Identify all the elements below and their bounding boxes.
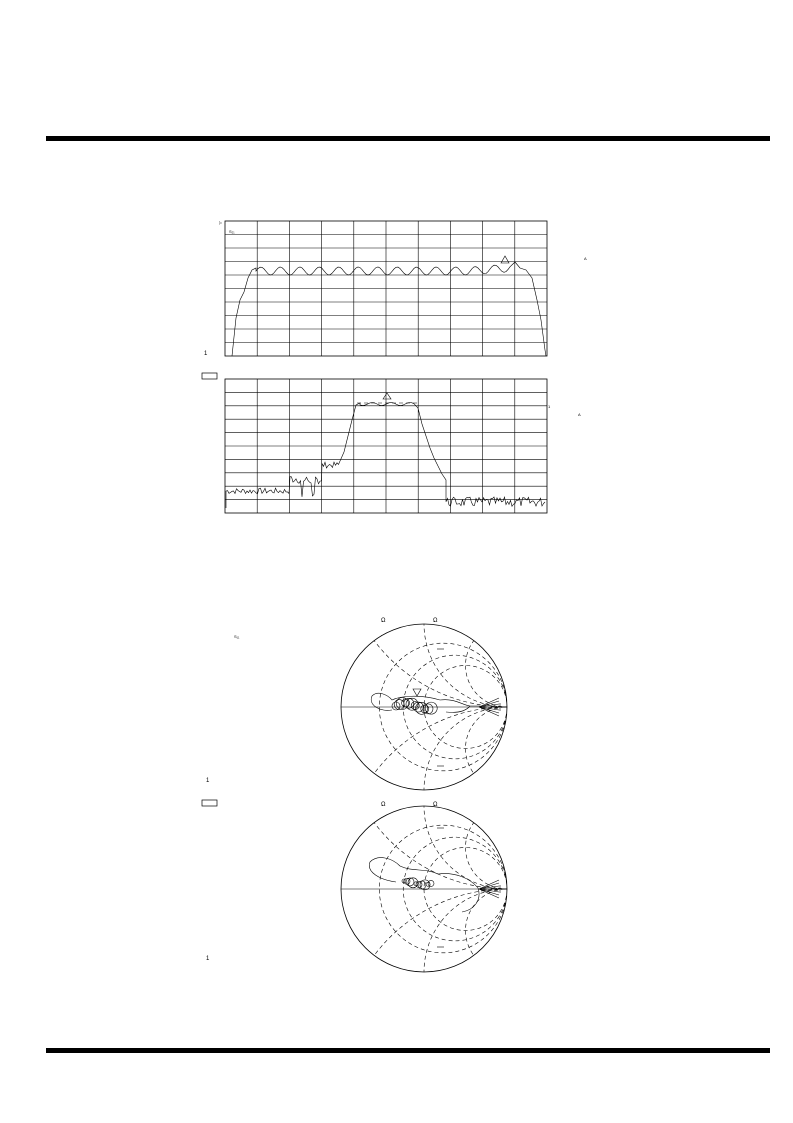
smith-reactance-arc (424, 541, 590, 707)
smith2-loops (402, 878, 434, 890)
chart-wideband (225, 379, 581, 513)
chart-wideband-right-mark: 1 (548, 404, 551, 409)
smith2-grid (341, 557, 673, 1123)
smith-reactance-arc (466, 624, 549, 707)
smith2-left-mark: 1 (206, 956, 210, 962)
smith-reactance-arc (341, 375, 673, 707)
chart-passband-label: S₂₁ (229, 229, 235, 234)
marker-triangle (501, 256, 509, 263)
smith-reactance-arc (341, 557, 673, 889)
chart-wideband-trace (226, 403, 545, 509)
smith1-marker (413, 689, 421, 696)
smith1-left-mark: 1 (206, 778, 210, 784)
smith1-loop (392, 702, 400, 710)
smith2-top-b: Ω (433, 802, 438, 808)
smith1-loops (392, 697, 437, 714)
smith1-top-a: Ω (381, 618, 386, 624)
smith-reactance-arc (424, 723, 590, 889)
smith-chart-2 (206, 557, 673, 1123)
smith1-loop (425, 702, 437, 714)
smith-reactance-arc (466, 889, 549, 972)
smith-reactance-arc (341, 707, 673, 1039)
smith-reactance-arc (466, 707, 549, 790)
smith-reactance-arc (424, 889, 590, 1055)
smith1-label: S₁₁ (234, 634, 240, 639)
smith2-top-a: Ω (381, 802, 386, 808)
chart-passband-trace (232, 262, 546, 356)
chart-passband (204, 220, 587, 357)
chart-wideband-note: A (578, 412, 581, 417)
smith1-top-b: Ω (433, 618, 438, 624)
chart-passband-note: A (584, 256, 587, 261)
smith-reactance-arc (466, 806, 549, 889)
chart-passband-ref-marker: ▷ (219, 220, 223, 225)
smith2-loop (428, 880, 434, 886)
smith-reactance-arc (424, 707, 590, 873)
chart-passband-grid (225, 221, 547, 356)
channel-box-1 (202, 373, 217, 379)
smith-reactance-arc (341, 889, 673, 1123)
smith1-loop (423, 704, 433, 714)
chart-passband-left-mark: 1 (204, 351, 208, 357)
marker-triangle-2 (383, 393, 391, 399)
smith-chart-1 (206, 375, 673, 1039)
channel-box-2 (202, 800, 217, 806)
